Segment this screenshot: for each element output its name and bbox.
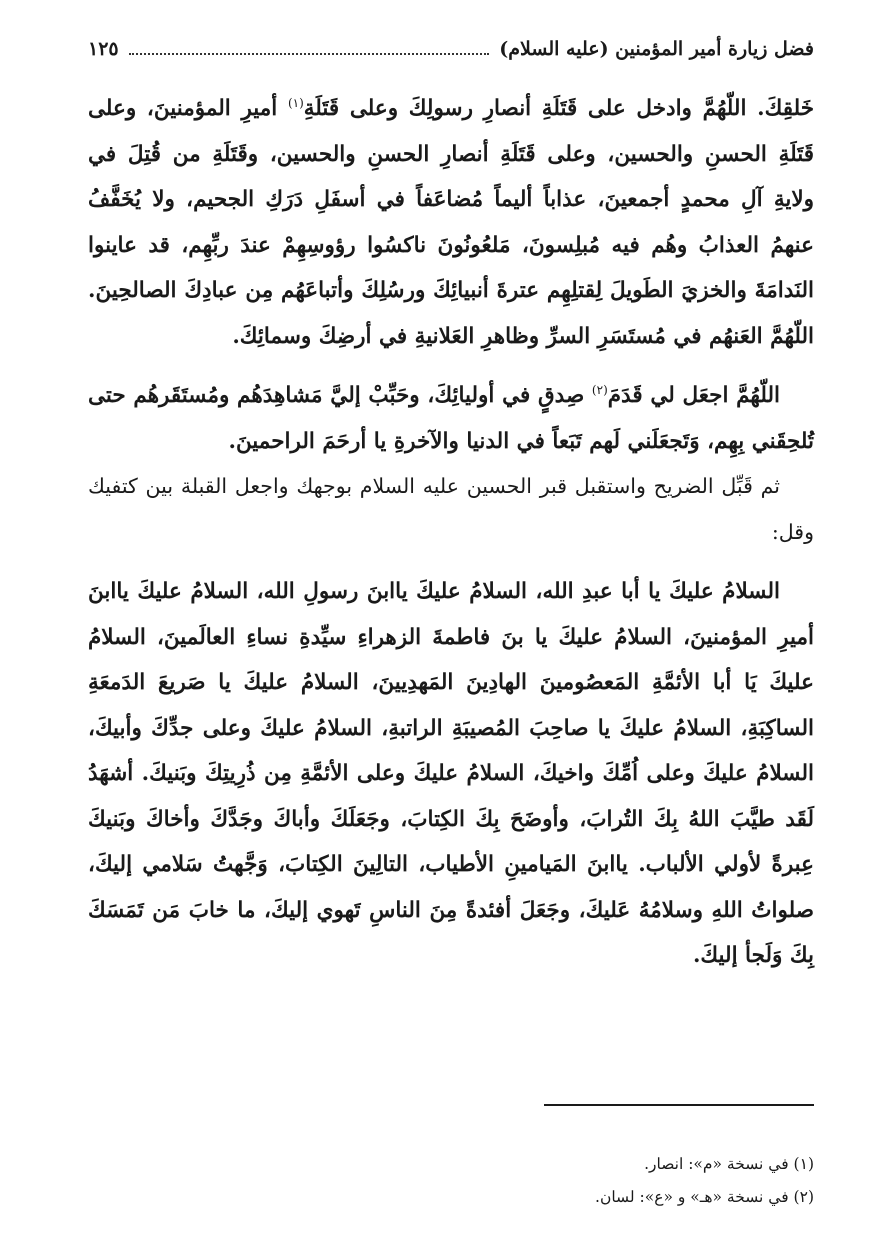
page-number: ١٢٥ <box>88 38 119 60</box>
footnote-ref-1[interactable]: (١) <box>287 95 304 110</box>
running-header <box>88 38 814 72</box>
main-text <box>88 86 814 979</box>
paragraph-text: صِدقٍ في أوليائِكَ، وحَبِّبْ إليَّ مَشاهِدَهُم ومُستَقَرهُم حتى تُلحِقَني بِهِم، وَتَجعَلَني لَهم تَبَعاً في الدنيا والآخرةِ يا أرحَمَ الراحمينَ. <box>88 383 814 454</box>
paragraph-salutation <box>88 569 814 979</box>
paragraph-text: ثم قَبِّل الضريح واستقبل قبر الحسين عليه السلام بوجهك واجعل القبلة بين كتفيك وقل: <box>88 474 814 544</box>
footnotes <box>88 1148 814 1214</box>
dotted-leader <box>129 53 490 55</box>
paragraph-instruction <box>88 464 814 555</box>
paragraph-text: أميرِ المؤمنينَ، وعلى قَتَلَةِ الحسنِ والحسين، وعلى قَتَلَةِ أنصارِ الحسنِ والحسين، وقَتَلَةِ من قُتِلَ في ولايةِ آلِ محمدٍ أجمعينَ، عذاباً أليماً مُضاعَفاً في أسفَلِ دَرَكِ الجحيم، ولا يُخَفَّفُ عنهمُ العذابُ وهُم فيه مُبلِسونَ، مَلعُونُونَ ناكسُوا رؤوسِهِمْ عندَ ربِّهِم، قد عاينوا النَدامَةَ والخزيَ الطَويلَ لِقتلِهِم عترةَ أنبيائِكَ ورسُلِكَ وأتباعَهُم مِن عبادِكَ الصالحِينَ. اللّهُمَّ العَنهُم في مُستَسَرِ السرِّ وظاهرِ العَلانيةِ في أرضِكَ وسمائِكَ. <box>88 96 814 349</box>
paragraph-text: السلامُ عليكَ يا أبا عبدِ الله، السلامُ عليكَ ياابنَ رسولِ الله، السلامُ عليكَ ياابنَ أميرِ المؤمنينَ، السلامُ عليكَ يا بنَ فاطمةَ الزهراءِ سيِّدةِ نساءِ العالَمينَ، السلامُ عليكَ يَا أبا الأئمَّةِ المَعصُومينَ الهادِينَ المَهدِيينَ، السلامُ عليكَ يا صَريعَ الدَمعَةِ الساكِبَةِ، السلامُ عليكَ يا صاحِبَ المُصيبَةِ الراتبةِ، السلامُ عليكَ وعلى جدِّكَ وأبيكَ، السلامُ عليكَ وعلى اُمِّكَ واخيكَ، السلامُ عليكَ وعلى الأئمَّةِ مِن ذُرِيتِكَ وبَنيكَ. أشهَدُ لَقَد طيَّبَ اللهُ بِكَ التُرابَ، وأوضَحَ بِكَ الكِتابَ، وجَعَلَكَ وأباكَ وجَدَّكَ وأخاكَ وبَنيكَ عِبرةً لأولي الألباب. ياابنَ المَيامينِ الأطياب، التالِينَ الكِتابَ، وَجَّهتُ سَلامي إليكَ، صلواتُ اللهِ وسلامُهُ عَليكَ، وجَعَلَ أفئدةً مِنَ الناسِ تَهوي إليكَ، ما خابَ مَن تَمَسَكَ بِكَ وَلَجأ إليكَ. <box>88 579 814 968</box>
paragraph-curse <box>88 86 814 359</box>
footnote-1: (١) في نسخة «م»: انصار. <box>644 1155 814 1173</box>
paragraph-gap <box>88 359 814 373</box>
footnote-separator <box>544 1104 814 1106</box>
paragraph-text: خَلقِكَ. اللّهُمَّ وادخل على قَتَلَةِ أنصارِ رسولِكَ وعلى قَتَلَةِ <box>303 96 815 121</box>
footnote-2: (٢) في نسخة «هـ» و «ع»: لسان. <box>595 1188 814 1206</box>
footnote-ref-2[interactable]: (٢) <box>591 382 608 397</box>
paragraph-supplication <box>88 373 814 464</box>
paragraph-text: اللّهُمَّ اجعَل لي قَدَمَ <box>607 383 780 408</box>
book-page <box>88 38 814 1228</box>
paragraph-gap <box>88 555 814 569</box>
running-title: فضل زيارة أمير المؤمنين (عليه السلام) <box>499 38 814 60</box>
